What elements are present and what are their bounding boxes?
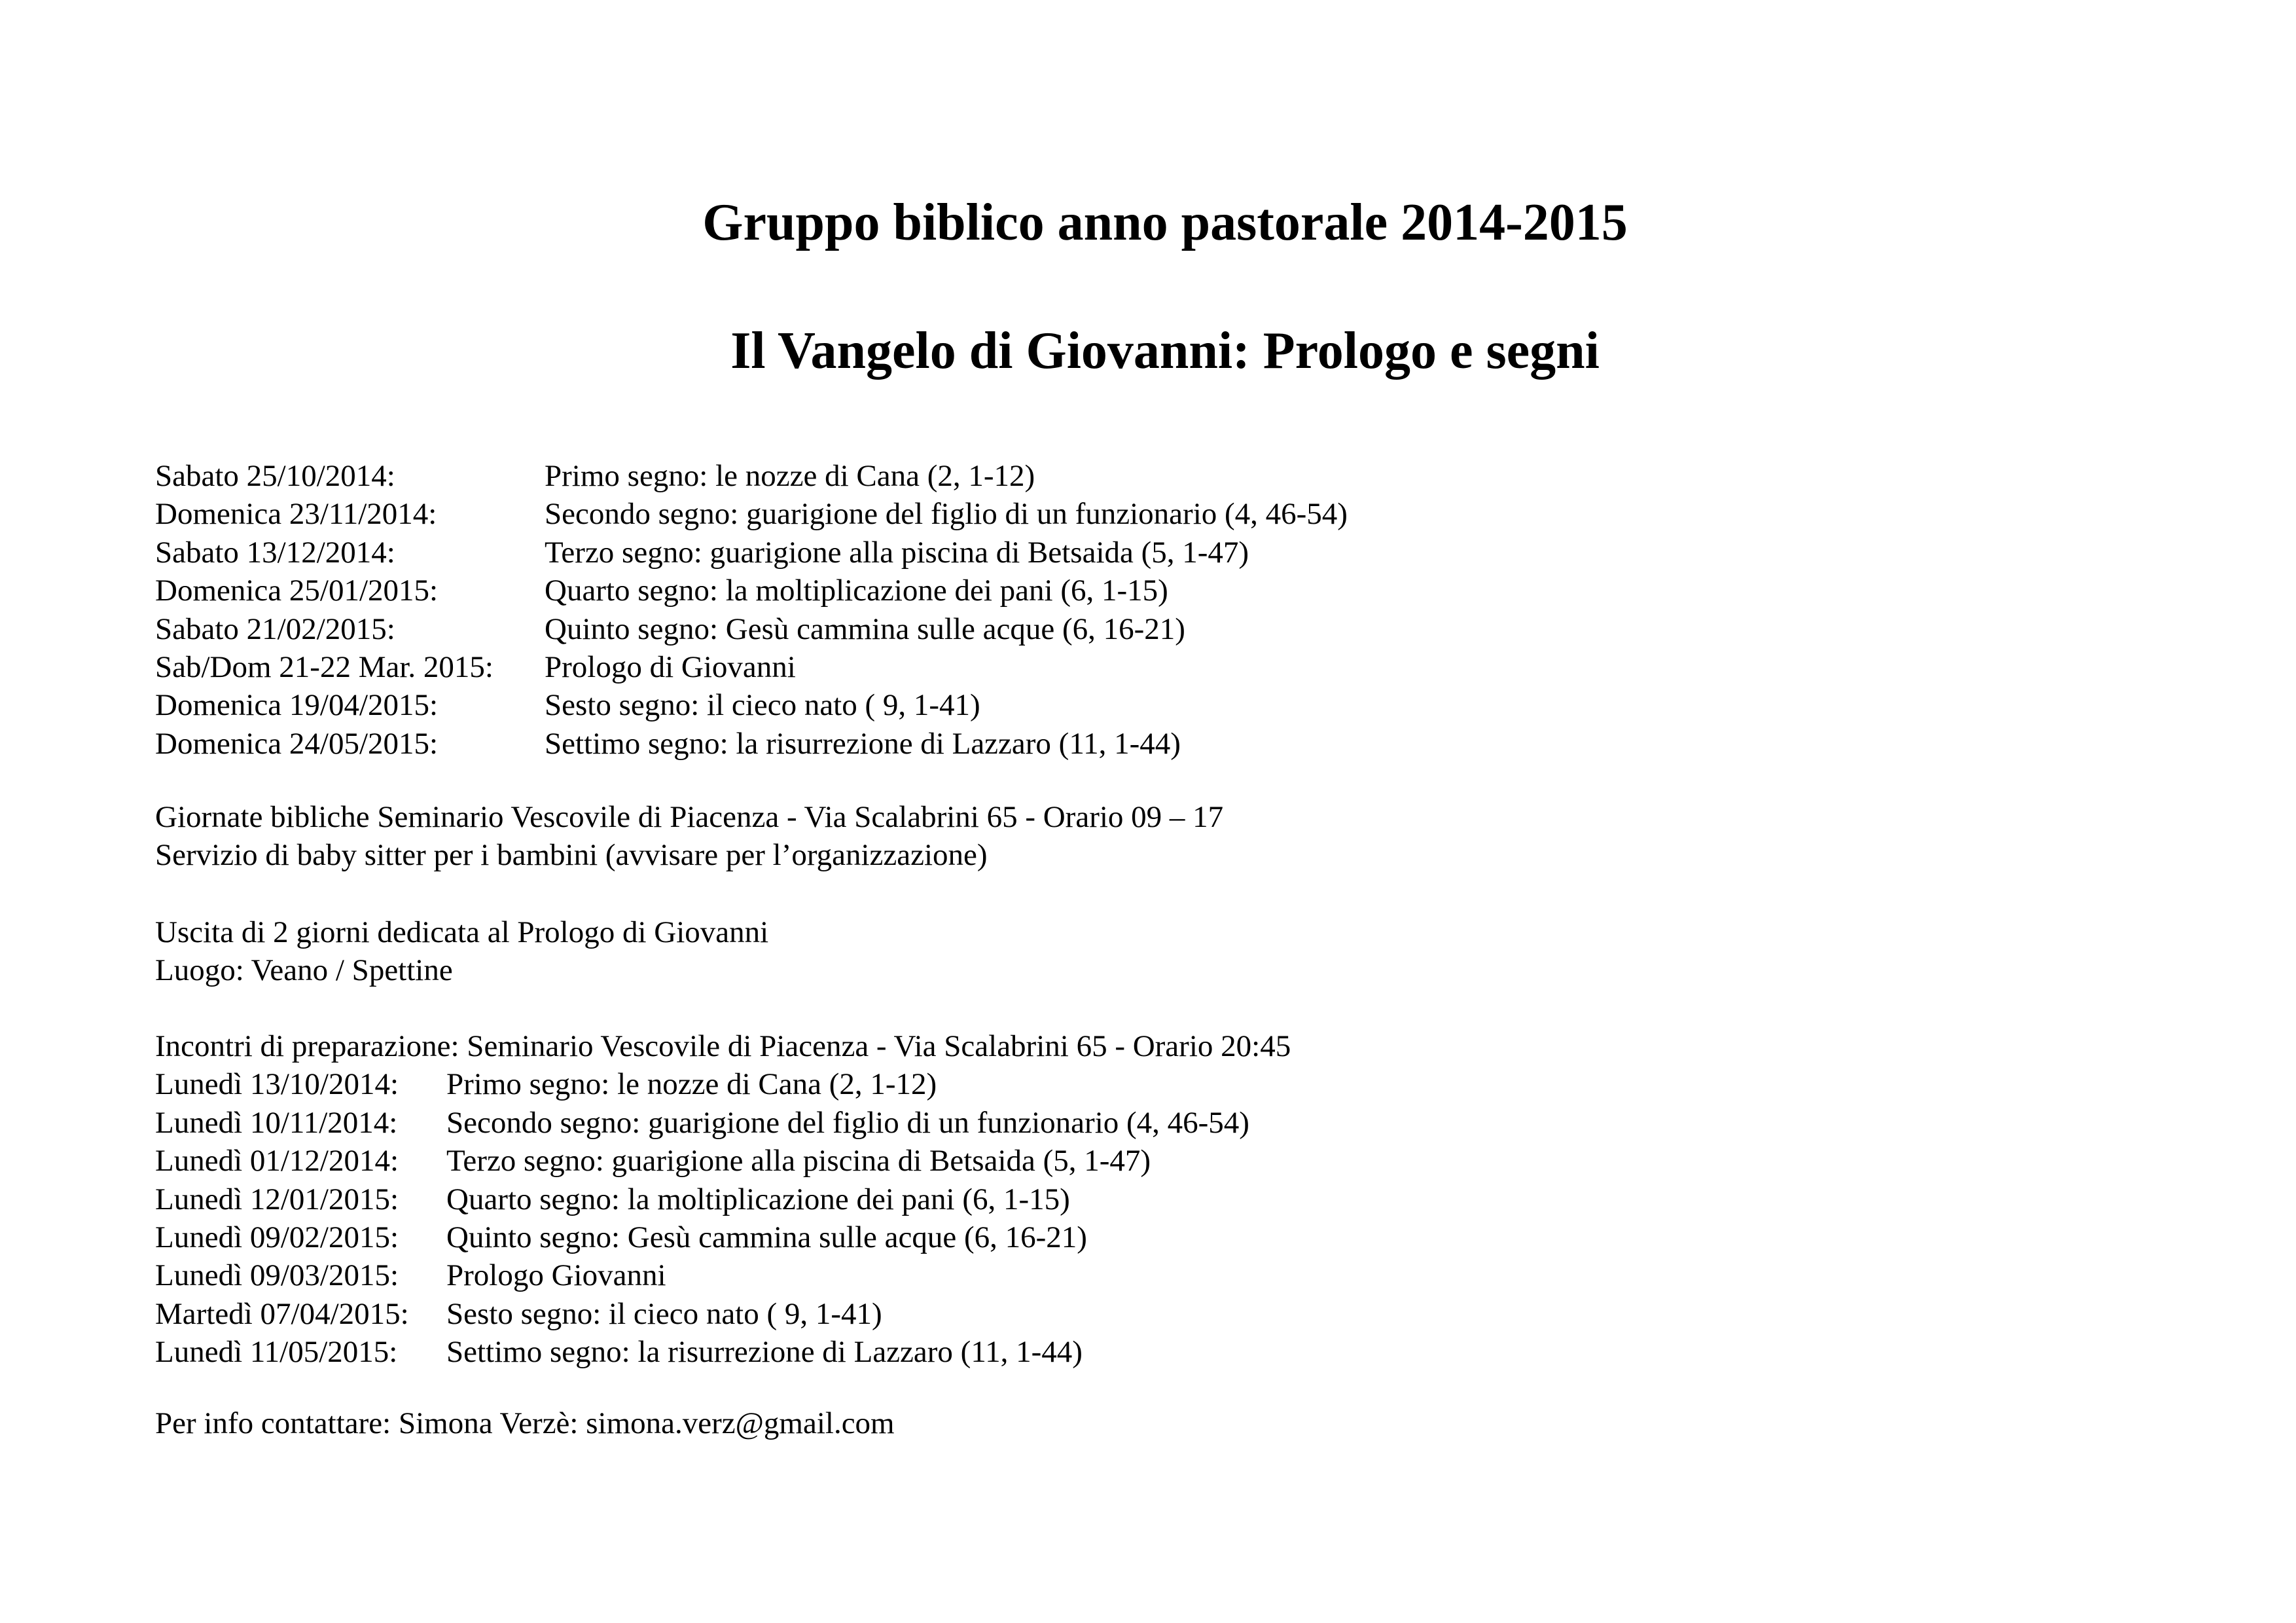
uscita-place: Luogo: Veano / Spettine xyxy=(155,953,453,988)
schedule-topic: Primo segno: le nozze di Cana (2, 1-12) xyxy=(545,459,1035,493)
document-subtitle: Il Vangelo di Giovanni: Prologo e segni xyxy=(730,322,1600,380)
schedule-row xyxy=(155,725,1348,763)
schedule-date: Domenica 23/11/2014: xyxy=(155,497,437,532)
preparation-date: Lunedì 12/01/2015: xyxy=(155,1182,399,1216)
preparation-row xyxy=(155,1295,1291,1333)
contact-line: Per info contattare: Simona Verzè: simona.verz@gmail.com xyxy=(155,1406,895,1440)
schedule-date: Sabato 21/02/2015: xyxy=(155,611,395,646)
schedule-topic: Prologo di Giovanni xyxy=(545,649,796,684)
schedule-date: Sabato 13/12/2014: xyxy=(155,535,395,570)
schedule-topic: Sesto segno: il cieco nato ( 9, 1-41) xyxy=(545,688,980,723)
preparation-topic: Prologo Giovanni xyxy=(446,1258,666,1293)
contact-info xyxy=(155,1404,895,1442)
preparation-topic: Primo segno: le nozze di Cana (2, 1-12) xyxy=(446,1067,937,1102)
preparation-date: Lunedì 09/02/2015: xyxy=(155,1220,399,1254)
schedule-row xyxy=(155,648,1348,686)
schedule-date: Domenica 19/04/2015: xyxy=(155,688,439,723)
preparation-row xyxy=(155,1142,1291,1180)
schedule-date: Sab/Dom 21-22 Mar. 2015: xyxy=(155,649,493,684)
preparation-date: Lunedì 11/05/2015: xyxy=(155,1335,398,1370)
preparation-topic: Secondo segno: guarigione del figlio di un funzionario (4, 46-54) xyxy=(446,1105,1249,1140)
preparation-date: Lunedì 01/12/2014: xyxy=(155,1144,399,1178)
schedule-topic: Quarto segno: la moltiplicazione dei pani (6, 1-15) xyxy=(545,574,1168,608)
document-title: Gruppo biblico anno pastorale 2014-2015 xyxy=(702,194,1628,251)
giornate-info xyxy=(155,798,1223,875)
giornate-location: Giornate bibliche Seminario Vescovile di Piacenza - Via Scalabrini 65 - Orario 09 – 17 xyxy=(155,800,1224,834)
preparation-row xyxy=(155,1256,1291,1294)
preparation-list xyxy=(155,1027,1291,1372)
schedule-row xyxy=(155,495,1348,533)
schedule-row xyxy=(155,572,1348,610)
giornate-babysitter: Servizio di baby sitter per i bambini (avvisare per l’organizzazione) xyxy=(155,838,988,873)
schedule-topic: Quinto segno: Gesù cammina sulle acque (6, 16-21) xyxy=(545,611,1185,646)
schedule-date: Domenica 25/01/2015: xyxy=(155,574,439,608)
preparation-row xyxy=(155,1065,1291,1103)
uscita-info xyxy=(155,913,768,990)
preparation-topic: Quarto segno: la moltiplicazione dei pani (6, 1-15) xyxy=(446,1182,1070,1216)
preparation-topic: Quinto segno: Gesù cammina sulle acque (6, 16-21) xyxy=(446,1220,1087,1254)
preparation-row xyxy=(155,1104,1291,1142)
preparation-topic: Settimo segno: la risurrezione di Lazzaro (11, 1-44) xyxy=(446,1335,1083,1370)
schedule-row xyxy=(155,686,1348,724)
schedule-date: Sabato 25/10/2014: xyxy=(155,459,395,493)
schedule-row xyxy=(155,534,1348,572)
schedule-topic: Secondo segno: guarigione del figlio di un funzionario (4, 46-54) xyxy=(545,497,1348,532)
schedule-row xyxy=(155,610,1348,648)
preparation-topic: Sesto segno: il cieco nato ( 9, 1-41) xyxy=(446,1296,882,1331)
uscita-description: Uscita di 2 giorni dedicata al Prologo di Giovanni xyxy=(155,915,769,949)
preparation-row xyxy=(155,1333,1291,1371)
preparation-row xyxy=(155,1180,1291,1218)
preparation-date: Lunedì 10/11/2014: xyxy=(155,1105,398,1140)
preparation-row xyxy=(155,1218,1291,1256)
schedule-row xyxy=(155,457,1348,495)
preparation-topic: Terzo segno: guarigione alla piscina di Betsaida (5, 1-47) xyxy=(446,1144,1151,1178)
schedule-list xyxy=(155,457,1348,763)
schedule-topic: Terzo segno: guarigione alla piscina di Betsaida (5, 1-47) xyxy=(545,535,1249,570)
preparation-date: Lunedì 09/03/2015: xyxy=(155,1258,399,1293)
schedule-date: Domenica 24/05/2015: xyxy=(155,726,439,761)
preparation-heading: Incontri di preparazione: Seminario Vescovile di Piacenza - Via Scalabrini 65 - Orario 20:45 xyxy=(155,1029,1291,1063)
preparation-date: Lunedì 13/10/2014: xyxy=(155,1067,399,1102)
preparation-date: Martedì 07/04/2015: xyxy=(155,1296,409,1331)
schedule-topic: Settimo segno: la risurrezione di Lazzaro (11, 1-44) xyxy=(545,726,1181,761)
